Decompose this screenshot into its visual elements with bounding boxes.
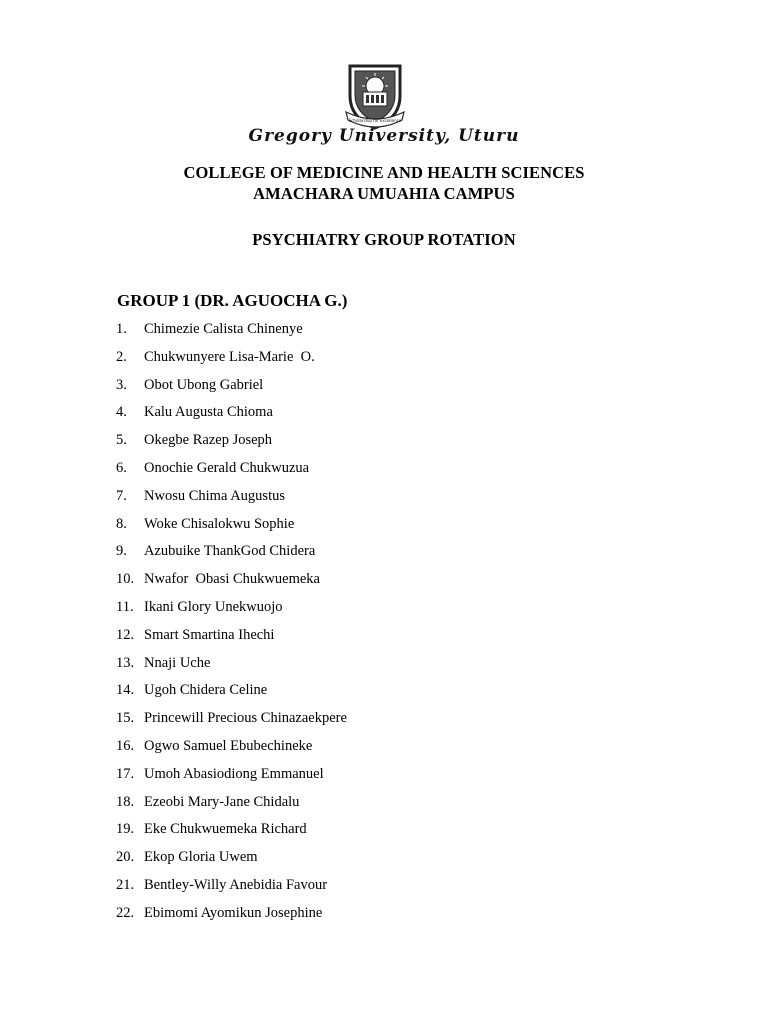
member-name: Nwosu Chima Augustus [144, 487, 285, 504]
list-item [116, 571, 347, 599]
list-item-number: 7. [116, 487, 127, 504]
member-name: Nnaji Uche [144, 654, 211, 671]
member-name: Ikani Glory Unekwuojo [144, 598, 283, 615]
list-item-number: 20. [116, 849, 135, 866]
member-name: Ebimomi Ayomikun Josephine [144, 904, 323, 921]
list-item [116, 321, 347, 349]
member-name: Kalu Augusta Chioma [144, 404, 273, 421]
list-item-number: 22. [116, 904, 135, 921]
list-item-number: 3. [116, 376, 127, 393]
college-heading: COLLEGE OF MEDICINE AND HEALTH SCIENCES [183, 163, 585, 182]
list-item-number: 11. [116, 598, 134, 615]
institution-name: Gregory University, Uturu [248, 126, 520, 146]
list-item [116, 488, 347, 516]
list-item-number: 9. [116, 543, 127, 560]
list-item [116, 682, 347, 710]
list-item-number: 4. [116, 404, 127, 421]
member-name: Okegbe Razep Joseph [144, 432, 273, 449]
list-item [116, 849, 347, 877]
list-item [116, 516, 347, 544]
member-name: Azubuike ThankGod Chidera [144, 543, 316, 560]
member-name: Woke Chisalokwu Sophie [144, 515, 295, 532]
list-item [116, 794, 347, 822]
list-item-number: 21. [116, 876, 135, 893]
list-item-number: 10. [116, 571, 135, 588]
member-name: Obot Ubong Gabriel [144, 376, 264, 393]
list-item [116, 766, 347, 794]
university-crest-logo [344, 62, 406, 132]
list-item [116, 627, 347, 655]
list-item-number: 15. [116, 710, 135, 727]
group-title: GROUP 1 (DR. AGUOCHA G.) [117, 291, 348, 310]
list-item [116, 377, 347, 405]
list-item-number: 17. [116, 765, 135, 782]
member-name: Onochie Gerald Chukwuzua [144, 459, 310, 476]
list-item [116, 710, 347, 738]
member-name: Smart Smartina Ihechi [144, 626, 275, 643]
member-name: Princewill Precious Chinazaekpere [144, 710, 347, 727]
list-item-number: 6. [116, 459, 127, 476]
list-item [116, 738, 347, 766]
list-item [116, 905, 347, 933]
member-name: Ekop Gloria Uwem [144, 849, 258, 866]
list-item [116, 460, 347, 488]
list-item-number: 13. [116, 654, 135, 671]
list-item-number: 8. [116, 515, 127, 532]
member-name: Ogwo Samuel Ebubechineke [144, 737, 313, 754]
list-item [116, 655, 347, 683]
member-name: Umoh Abasiodiong Emmanuel [144, 765, 324, 782]
list-item-number: 5. [116, 432, 127, 449]
member-name: Nwafor Obasi Chukwuemeka [144, 571, 320, 588]
list-item [116, 404, 347, 432]
member-name: Bentley-Willy Anebidia Favour [144, 876, 328, 893]
member-name: Ezeobi Mary-Jane Chidalu [144, 793, 300, 810]
list-item [116, 432, 347, 460]
list-item-number: 1. [116, 321, 127, 337]
member-name: Ugoh Chidera Celine [144, 682, 268, 699]
campus-heading: AMACHARA UMUAHIA CAMPUS [253, 184, 515, 203]
member-list [116, 321, 347, 933]
member-name: Chimezie Calista Chinenye [144, 321, 303, 337]
list-item-number: 18. [116, 793, 135, 810]
crest-motto: Scholarship for Excellence [348, 118, 402, 123]
list-item-number: 12. [116, 626, 135, 643]
list-item [116, 543, 347, 571]
list-item [116, 349, 347, 377]
list-item [116, 821, 347, 849]
list-item-number: 16. [116, 737, 135, 754]
member-name: Chukwunyere Lisa-Marie O. [144, 348, 315, 365]
list-item [116, 877, 347, 905]
list-item-number: 14. [116, 682, 135, 699]
list-item-number: 2. [116, 348, 127, 365]
list-item [116, 599, 347, 627]
document-title: PSYCHIATRY GROUP ROTATION [252, 230, 516, 249]
member-name: Eke Chukwuemeka Richard [144, 821, 307, 838]
list-item-number: 19. [116, 821, 135, 838]
